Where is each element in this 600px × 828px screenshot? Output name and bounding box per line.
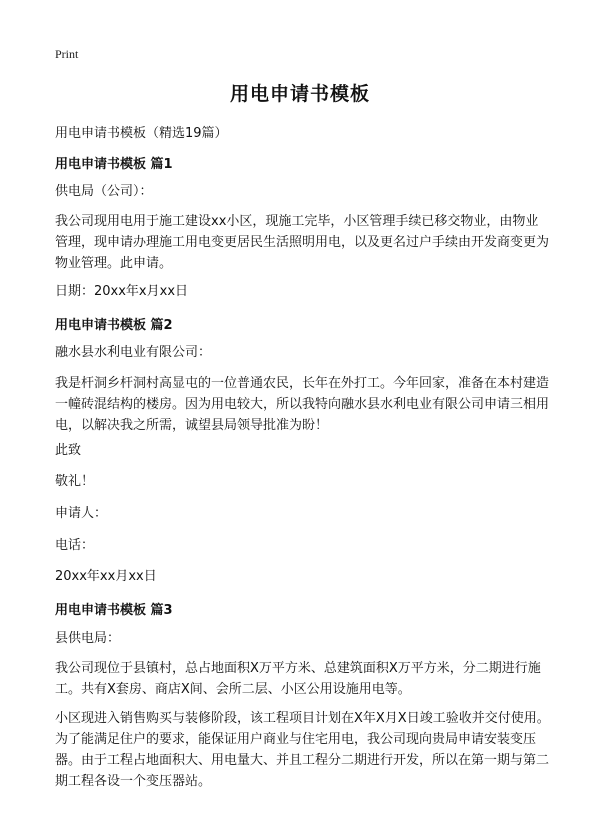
section-3-paragraph-3: 小区现进入销售购买与装修阶段，该工程项目计划在X年X月X日竣工验收并交付使用。为了能满足住户的要求，能保证用户商业与住宅用电，我公司现向贵局申请安装变压器。由于工程占地面积大、用电量大、并且工程分二期进行开发，所以在第一期与第二期工程各设一个变压器站。	[55, 711, 550, 789]
section-2-paragraph-4: 敬礼！	[55, 474, 95, 489]
section-2-paragraph-2: 我是杆洞乡杆洞村高显屯的一位普通农民，长年在外打工。今年回家，准备在本村建造一幢砖混结构的楼房。因为用电较大，所以我特向融水县水利电业有限公司申请三相用电，以解决我之所需，诚望县局领导批准为盼！	[55, 376, 550, 433]
section-2-paragraph-5: 申请人：	[55, 506, 108, 521]
section-1-paragraph-3: 日期：20xx年x月xx日	[55, 284, 189, 299]
section-2-paragraph-1: 融水县水利电业有限公司：	[55, 345, 212, 360]
section-2-paragraph-6: 电话：	[55, 538, 95, 553]
section-heading-1: 用电申请书模板 篇1	[55, 157, 173, 172]
section-1-paragraph-1: 供电局（公司）：	[55, 184, 153, 199]
document-title: 用电申请书模板	[229, 83, 370, 105]
section-2-paragraph-7: 20xx年xx月xx日	[55, 569, 157, 584]
section-heading-2: 用电申请书模板 篇2	[55, 318, 173, 333]
section-3-paragraph-2: 我公司现位于县镇村，总占地面积X万平方米、总建筑面积X万平方米，分二期进行施工。共有X套房、商店X间、会所二层、小区公用设施用电等。	[55, 661, 541, 697]
section-heading-3: 用电申请书模板 篇3	[55, 603, 173, 618]
print-label: Print	[55, 47, 79, 61]
section-1-paragraph-2: 我公司现用电用于施工建设xx小区，现施工完毕，小区管理手续已移交物业，由物业管理，现申请办理施工用电变更居民生活照明用电，以及更名过户手续由开发商变更为物业管理。此申请。	[55, 214, 550, 271]
section-3-paragraph-1: 县供电局：	[55, 631, 121, 646]
section-2-paragraph-3: 此致	[55, 443, 82, 458]
document-subtitle: 用电申请书模板（精选19篇）	[55, 126, 228, 141]
